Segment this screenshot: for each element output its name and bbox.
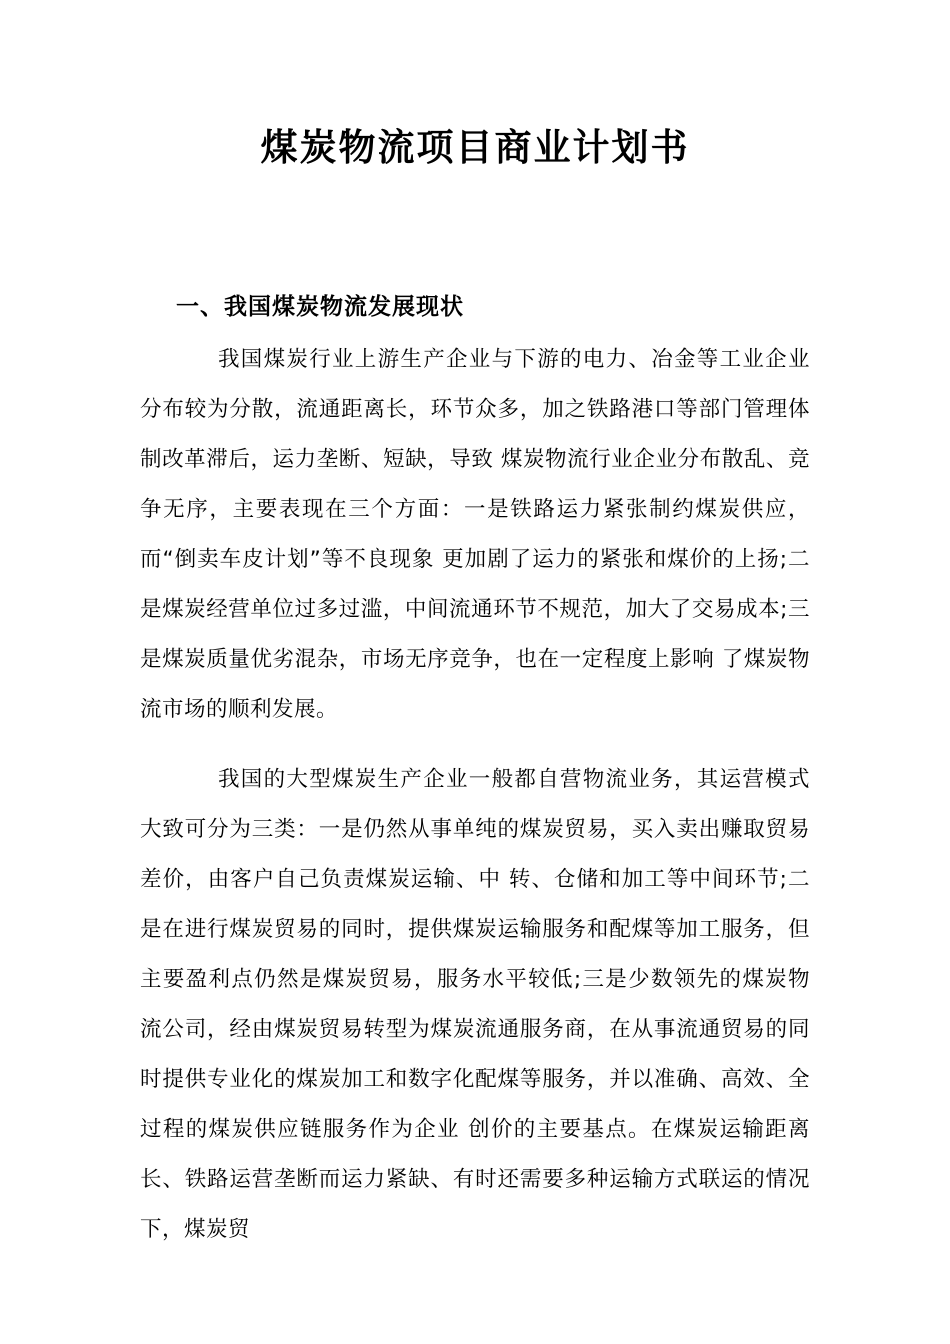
paragraph-1: 我国煤炭行业上游生产企业与下游的电力、冶金等工业企业分布较为分散，流通距离长，环节众多，加之铁路港口等部门管理体制改革滞后，运力垄断、短缺，导致 煤炭物流行业企业分布散乱、竞争无序，主要表现在三个方面：一是铁路运力紧张制约煤炭供应，而“倒卖车皮计划”等不良现象 更加剧了运力的紧张和煤价的上扬;二是煤炭经营单位过多过滥，中间流通环节不规范，加大了交易成本;三是煤炭质量优劣混杂，市场无序竞争，也在一定程度上影响 了煤炭物流市场的顺利发展。 xyxy=(140,347,810,723)
document-title: 煤炭物流项目商业计划书 xyxy=(260,126,690,169)
document-body xyxy=(0,288,950,1255)
paragraph-2: 我国的大型煤炭生产企业一般都自营物流业务，其运营模式大致可分为三类：一是仍然从事单纯的煤炭贸易，买入卖出赚取贸易差价，由客户自己负责煤炭运输、中 转、仓储和加工等中间环节;二是在进行煤炭贸易的同时，提供煤炭运输服务和配煤等加工服务，但主要盈利点仍然是煤炭贸易，服务水平较低;三是少数领先的煤炭物 流公司，经由煤炭贸易转型为煤炭流通服务商，在从事流通贸易的同时提供专业化的煤炭加工和数字化配煤等服务，并以准确、高效、全过程的煤炭供应链服务作为企业 创价的主要基点。在煤炭运输距离长、铁路运营垄断而运力紧缺、有时还需要多种运输方式联运的情况下，煤炭贸 xyxy=(140,767,810,1243)
section-heading-1: 一、我国煤炭物流发展现状 xyxy=(176,294,464,321)
